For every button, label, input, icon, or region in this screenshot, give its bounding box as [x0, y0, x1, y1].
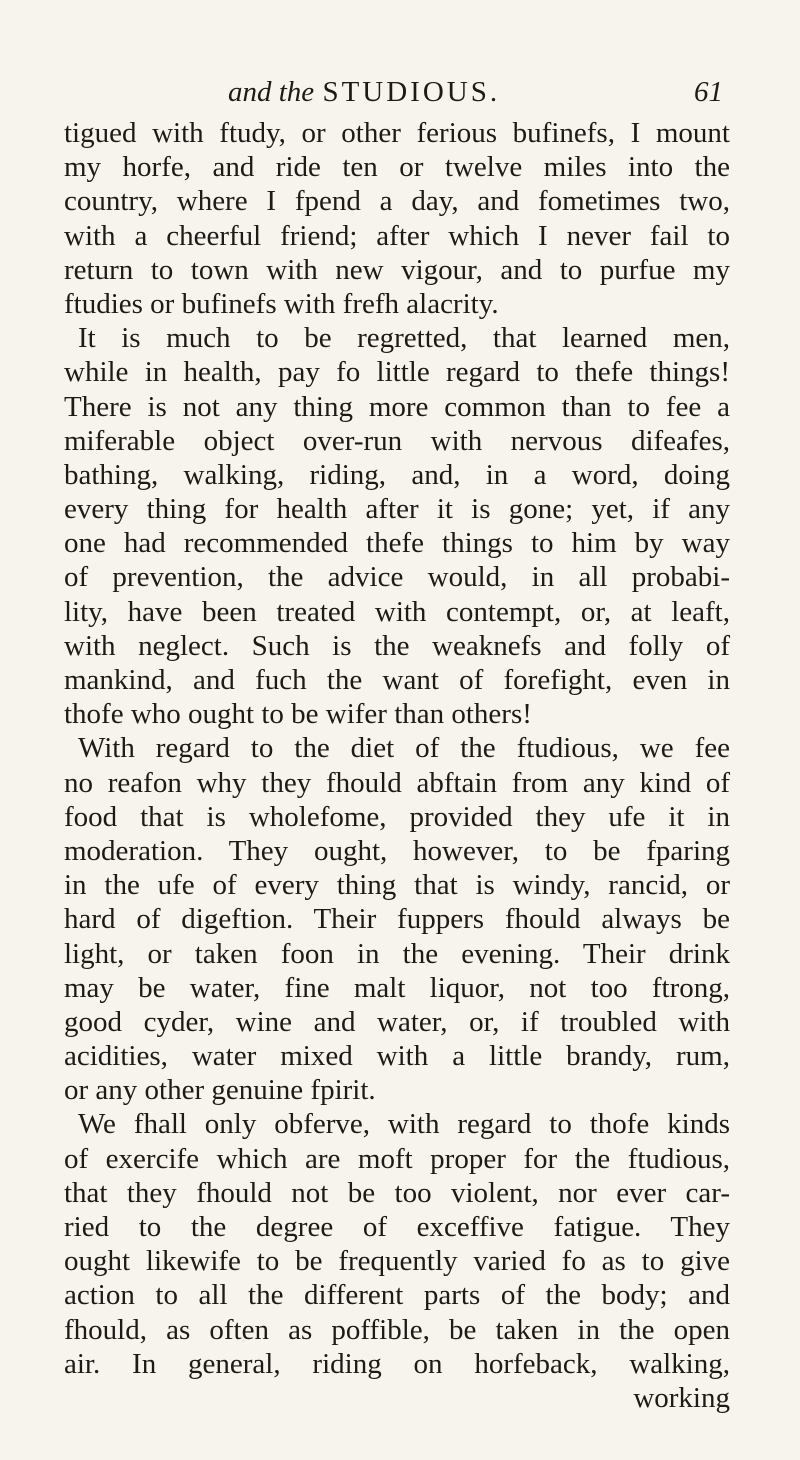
text-line: or any other genuine fpirit.: [64, 1074, 376, 1107]
text-line: may be water, fine malt liquor, not too ftrong,: [64, 971, 730, 1004]
text-line: in the ufe of every thing that is windy, rancid, or: [64, 869, 730, 902]
text-line: ought likewife to be frequently varied fo as to give: [64, 1245, 730, 1278]
text-line: We fhall only obferve, with regard to thofe kinds: [78, 1108, 730, 1141]
text-line: one had recommended thefe things to him by way: [64, 527, 730, 560]
text-line: of prevention, the advice would, in all probabi-: [64, 561, 730, 594]
text-line: mankind, and fuch the want of forefight, even in: [64, 664, 730, 696]
text-line: It is much to be regretted, that learned men,: [78, 322, 730, 355]
page-header: [0, 76, 800, 116]
text-line: There is not any thing more common than to fee a: [64, 390, 730, 423]
text-line: ried to the degree of exceffive fatigue. They: [64, 1211, 730, 1243]
text-line: tigued with ftudy, or other ferious bufinefs, I mount: [64, 117, 730, 149]
text-line: light, or taken foon in the evening. Their drink: [64, 937, 730, 970]
running-head-italic: and the: [228, 76, 315, 108]
text-line: of exercife which are moft proper for the ftudious,: [64, 1142, 730, 1175]
text-line: air. In general, riding on horfeback, walking,: [64, 1347, 730, 1380]
text-line: hard of digeftion. Their fuppers fhould always be: [64, 903, 730, 936]
text-line: ftudies or bufinefs with frefh alacrity.: [64, 287, 499, 320]
text-line: lity, have been treated with contempt, or, at leaft,: [64, 595, 730, 628]
text-line: acidities, water mixed with a little brandy, rum,: [64, 1040, 730, 1073]
text-line: country, where I fpend a day, and fometimes two,: [64, 185, 730, 218]
text-line: good cyder, wine and water, or, if troubled with: [64, 1005, 730, 1038]
text-line: fhould, as often as poffible, be taken in the open: [64, 1313, 730, 1346]
text-line: with neglect. Such is the weaknefs and folly of: [64, 629, 730, 662]
text-line: moderation. They ought, however, to be fparing: [64, 834, 730, 867]
text-line: food that is wholefome, provided they ufe it in: [64, 800, 730, 833]
text-line: no reafon why they fhould abftain from any kind of: [64, 766, 730, 799]
text-line: With regard to the diet of the ftudious, we fee: [78, 732, 730, 765]
text-line: thofe who ought to be wifer than others!: [64, 698, 532, 731]
running-head: [228, 76, 500, 109]
text-line: return to town with new vigour, and to purfue my: [64, 253, 730, 286]
page-number: 61: [694, 76, 723, 108]
text-line: working: [633, 1381, 730, 1414]
text-line: miferable object over-run with nervous difeafes,: [64, 424, 730, 457]
text-line: action to all the different parts of the body; and: [64, 1279, 730, 1312]
text-line: bathing, walking, riding, and, in a word, doing: [64, 458, 730, 491]
text-line: that they fhould not be too violent, nor ever car-: [64, 1176, 730, 1209]
text-line: every thing for health after it is gone; yet, if any: [64, 493, 730, 526]
text-line: while in health, pay fo little regard to thefe things!: [64, 356, 730, 389]
text-line: with a cheerful friend; after which I never fail to: [64, 219, 730, 252]
running-head-caps: STUDIOUS.: [322, 76, 501, 108]
text-line: my horfe, and ride ten or twelve miles into the: [64, 151, 730, 184]
body-text: [64, 116, 730, 1415]
